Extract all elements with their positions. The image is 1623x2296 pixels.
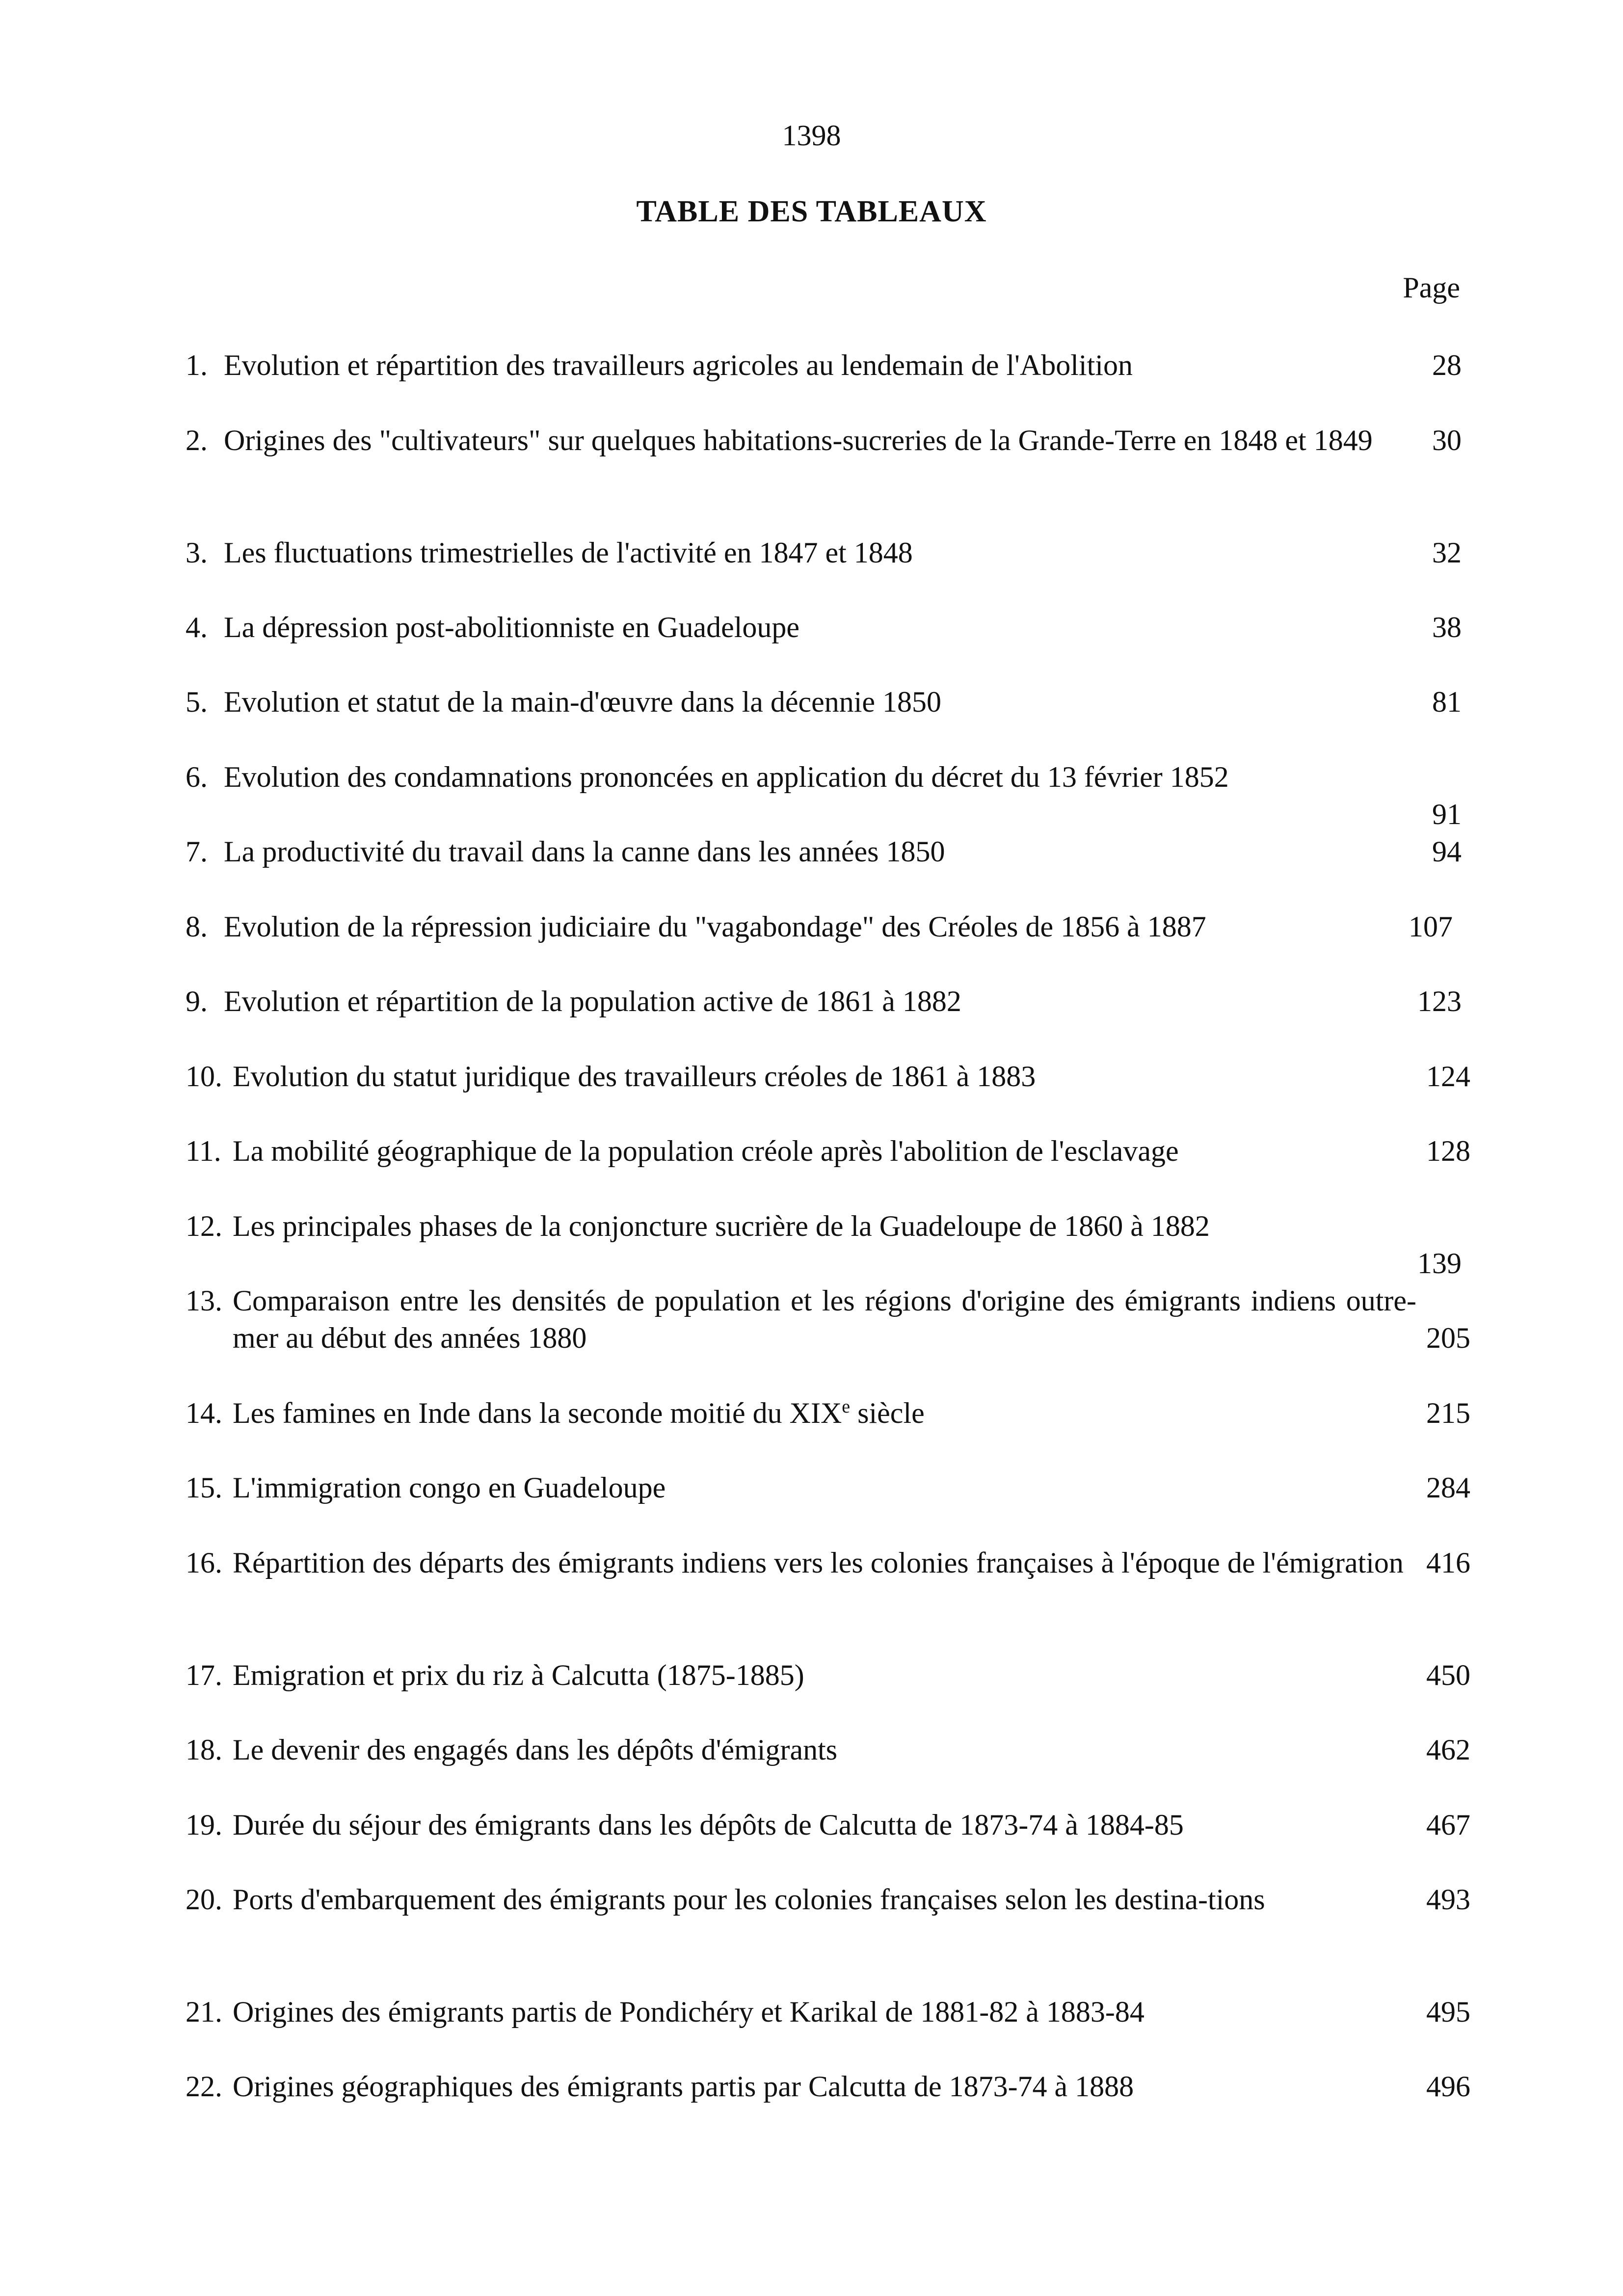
entry-page: 495: [1426, 1996, 1470, 2028]
entry-title: La productivité du travail dans la canne dans les années 1850: [224, 835, 945, 868]
entry-title: Répartition des départs des émigrants indiens vers les colonies françaises à l'époque de l'émigration: [233, 1547, 1404, 1579]
entry-title: Durée du séjour des émigrants dans les dépôts de Calcutta de 1873-74 à 1884-85: [233, 1809, 1184, 1841]
toc-entry: [186, 1881, 1470, 1918]
toc-entry: [186, 1656, 1470, 1694]
toc-entry: [186, 1058, 1470, 1095]
entry-title: Ports d'embarquement des émigrants pour les colonies françaises selon les destina-tions: [233, 1883, 1265, 1916]
toc-entry: [186, 1731, 1470, 1768]
toc-entry: [186, 1469, 1470, 1506]
entry-title: L'immigration congo en Guadeloupe: [233, 1471, 666, 1504]
page-column-label: Page: [1403, 271, 1460, 304]
entry-page: 215: [1426, 1397, 1470, 1429]
entry-number: 7.: [186, 835, 208, 868]
entry-number: 11.: [186, 1135, 221, 1167]
toc-entry: [186, 347, 1462, 384]
entry-page: 32: [1432, 536, 1462, 569]
entry-title: Origines des "cultivateurs" sur quelques habitations-sucreries de la Grande-Terre en 1848 et 1849: [224, 424, 1373, 456]
entry-title: La mobilité géographique de la population créole après l'abolition de l'esclavage: [233, 1135, 1179, 1167]
entry-number: 21.: [186, 1996, 222, 2028]
entry-title: Evolution du statut juridique des travailleurs créoles de 1861 à 1883: [233, 1060, 1036, 1093]
entry-page: 467: [1426, 1809, 1470, 1841]
entry-number: 18.: [186, 1734, 222, 1766]
entry-title: Evolution de la répression judiciaire du "vagabondage" des Créoles de 1856 à 1887: [224, 910, 1206, 943]
toc-entry: [186, 1282, 1470, 1357]
entry-title: Emigration et prix du riz à Calcutta (1875-1885): [233, 1659, 804, 1691]
toc-entry: [186, 833, 1462, 870]
toc-entry: [186, 422, 1462, 459]
entry-number: 8.: [186, 910, 208, 943]
entry-number: 14.: [186, 1397, 222, 1429]
entry-number: 6.: [186, 761, 208, 793]
entry-page: 81: [1432, 686, 1462, 718]
entry-page: 139: [1417, 1247, 1462, 1280]
toc-entry: [186, 1207, 1462, 1245]
toc-entry: [186, 908, 1462, 945]
entry-number: 9.: [186, 985, 208, 1017]
entry-page: 416: [1426, 1547, 1470, 1579]
page-title: TABLE DES TABLEAUX: [636, 195, 987, 228]
entry-number: 12.: [186, 1210, 222, 1242]
entry-page: 462: [1426, 1734, 1470, 1766]
entry-number: 4.: [186, 611, 208, 643]
entry-number: 1.: [186, 349, 208, 381]
entry-number: 20.: [186, 1883, 222, 1916]
toc-entry: [186, 1544, 1470, 1581]
entry-number: 16.: [186, 1547, 222, 1579]
entry-title: Evolution et répartition de la population active de 1861 à 1882: [224, 985, 961, 1017]
toc-entry: [186, 683, 1462, 721]
entry-number: 5.: [186, 686, 208, 718]
entry-title: Origines des émigrants partis de Pondichéry et Karikal de 1881-82 à 1883-84: [233, 1996, 1144, 2028]
page-number: 1398: [782, 119, 841, 152]
toc-entry: [186, 534, 1462, 571]
entry-page: 450: [1426, 1659, 1470, 1691]
entry-page: 28: [1432, 349, 1462, 381]
entry-title: Les fluctuations trimestrielles de l'activité en 1847 et 1848: [224, 536, 913, 569]
entry-title: Le devenir des engagés dans les dépôts d'émigrants: [233, 1734, 838, 1766]
entry-page: 284: [1426, 1471, 1470, 1504]
entry-page: 30: [1432, 424, 1462, 456]
entry-page: 91: [1432, 798, 1462, 830]
entry-number: 3.: [186, 536, 208, 569]
toc-entry: [186, 1993, 1470, 2030]
entry-page: 38: [1432, 611, 1462, 643]
entry-number: 13.: [186, 1284, 222, 1317]
toc-entry: [186, 1806, 1470, 1843]
entry-title: La dépression post-abolitionniste en Guadeloupe: [224, 611, 800, 643]
entry-page: 124: [1426, 1060, 1470, 1093]
entry-page: 123: [1417, 985, 1462, 1017]
toc-entry: [186, 609, 1462, 646]
entry-page: 94: [1432, 835, 1462, 868]
entry-page: 205: [1426, 1322, 1470, 1354]
entry-title: Comparaison entre les densités de population et les régions d'origine des émigrants indiens outre-mer au début des années 1880: [233, 1284, 1416, 1354]
entry-title: Evolution et statut de la main-d'œuvre dans la décennie 1850: [224, 686, 942, 718]
entry-page: 107: [1409, 910, 1453, 943]
entry-title: Evolution des condamnations prononcées en application du décret du 13 février 1852: [224, 761, 1229, 793]
entry-number: 19.: [186, 1809, 222, 1841]
entry-page: 493: [1426, 1883, 1470, 1916]
entry-number: 22.: [186, 2070, 222, 2103]
entry-number: 15.: [186, 1471, 222, 1504]
entry-page: 128: [1426, 1135, 1470, 1167]
entry-title: Les famines en Inde dans la seconde moitié du XIXe siècle: [233, 1396, 925, 1429]
toc-entry: [186, 1394, 1470, 1432]
entry-title: Evolution et répartition des travailleurs agricoles au lendemain de l'Abolition: [224, 349, 1133, 381]
toc-entry: [186, 983, 1462, 1020]
entry-page: 496: [1426, 2070, 1470, 2103]
toc-entry: [186, 758, 1462, 796]
entry-number: 10.: [186, 1060, 222, 1093]
toc-entry: [186, 1132, 1470, 1170]
toc-entry: [186, 2068, 1470, 2105]
entry-title: Origines géographiques des émigrants partis par Calcutta de 1873-74 à 1888: [233, 2070, 1134, 2103]
entry-title: Les principales phases de la conjoncture sucrière de la Guadeloupe de 1860 à 1882: [233, 1210, 1210, 1242]
entry-number: 17.: [186, 1659, 222, 1691]
entry-number: 2.: [186, 424, 208, 456]
